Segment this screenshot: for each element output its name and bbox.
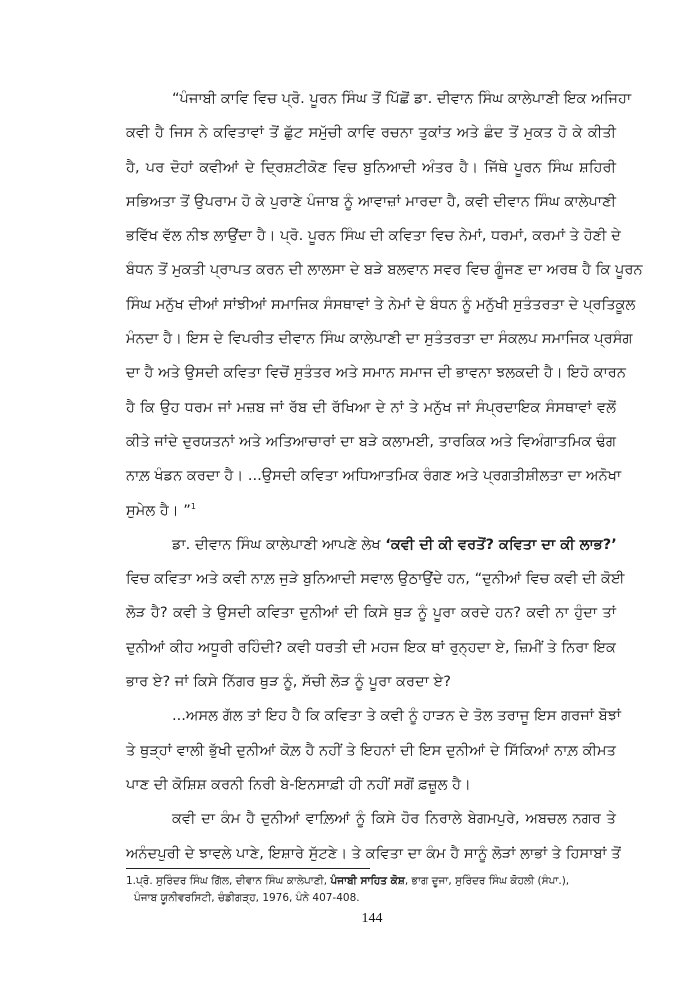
text-line: ਕਵੀ ਹੈ ਜਿਸ ਨੇ ਕਵਿਤਾਵਾਂ ਤੋਂ ਛੁੱਟ ਸਮੁੱਚੀ ਕਾਵਿ ਰਚਨਾ ਤੁਕਾਂਤ ਅਤੇ ਛੰਦ ਤੋਂ ਮੁਕਤ ਹੋ ਕੇ ਕੀਤੀ	[126, 124, 616, 142]
text-line: ਸਿੰਘ ਮਨੁੱਖ ਦੀਆਂ ਸਾਂਝੀਆਂ ਸਮਾਜਿਕ ਸੰਸਥਾਵਾਂ ਤੇ ਨੇਮਾਂ ਦੇ ਬੰਧਨ ਨੂੰ ਮਨੁੱਖੀ ਸੁਤੰਤਰਤਾ ਦੇ ਪ੍ਰਤਿਕੂਲ	[126, 295, 636, 313]
footnote-separator	[126, 868, 370, 869]
text-line: ਵਿਚ ਕਵਿਤਾ ਅਤੇ ਕਵੀ ਨਾਲ਼ ਜੁੜੇ ਬੁਨਿਆਦੀ ਸਵਾਲ ਉਠਾਉਂਦੇ ਹਨ, “ਦੁਨੀਆਂ ਵਿਚ ਕਵੀ ਦੀ ਕੋਈ	[126, 570, 625, 588]
text-line: ਤੇ ਥੁੜ੍ਹਾਂ ਵਾਲੀ ਭੁੱਖੀ ਦੁਨੀਆਂ ਕੋਲ਼ ਹੈ ਨਹੀਂ ਤੇ ਇਹਨਾਂ ਦੀ ਇਸ ਦੁਨੀਆਂ ਦੇ ਸਿੱਕਿਆਂ ਨਾਲ਼ ਕੀਮਤ	[126, 741, 616, 759]
text-line	[126, 528, 616, 562]
footnotes	[126, 873, 616, 907]
text-fragment: ਡਾ. ਦੀਵਾਨ ਸਿੰਘ ਕਾਲੇਪਾਣੀ ਆਪਣੇ ਲੇਖ	[172, 535, 386, 553]
text-line: ਸਭਿਅਤਾ ਤੋਂ ਉਪਰਾਮ ਹੋ ਕੇ ਪੁਰਾਣੇ ਪੰਜਾਬ ਨੂੰ ਆਵਾਜ਼ਾਂ ਮਾਰਦਾ ਹੈ, ਕਵੀ ਦੀਵਾਨ ਸਿੰਘ ਕਾਲੇਪਾਣੀ	[126, 192, 616, 210]
text-line: ਭਾਰ ਏ? ਜਾਂ ਕਿਸੇ ਨਿੱਗਰ ਥੁੜ ਨੂੰ, ਸੱਚੀ ਲੋੜ ਨੂੰ ਪੂਰਾ ਕਰਦਾ ਏ?	[126, 673, 452, 691]
document-body	[126, 82, 643, 871]
page-number: 144	[361, 911, 383, 926]
text-line: ਭਵਿੱਖ ਵੱਲ ਨੀਝ ਲਾਉਂਦਾ ਹੈ। ਪ੍ਰੋ. ਪੂਰਨ ਸਿੰਘ ਦੀ ਕਵਿਤਾ ਵਿਚ ਨੇਮਾਂ, ਧਰਮਾਂ, ਕਰਮਾਂ ਤੇ ਹੋਣੀ ਦੇ	[126, 227, 621, 245]
text-line: ਹੈ ਕਿ ਉਹ ਧਰਮ ਜਾਂ ਮਜ਼ਬ ਜਾਂ ਰੱਬ ਦੀ ਰੱਖਿਆ ਦੇ ਨਾਂ ਤੇ ਮਨੁੱਖ ਜਾਂ ਸੰਪ੍ਰਦਾਇਕ ਸੰਸਥਾਵਾਂ ਵਲੋਂ	[126, 398, 616, 416]
text-line: ਕਵੀ ਦਾ ਕੰਮ ਹੈ ਦੁਨੀਆਂ ਵਾਲ਼ਿਆਂ ਨੂੰ ਕਿਸੇ ਹੋਰ ਨਿਰਾਲੇ ਬੇਗਮਪੁਰੇ, ਅਬਚਲ ਨਗਰ ਤੇ	[172, 810, 616, 828]
text-line: ਅਨੰਦਪੁਰੀ ਦੇ ਝਾਵਲੇ ਪਾਣੇ, ਇਸ਼ਾਰੇ ਸੁੱਟਣੇ। ਤੇ ਕਵਿਤਾ ਦਾ ਕੰਮ ਹੈ ਸਾਨੂੰ ਲੋੜਾਂ ਲਾਭਾਂ ਤੇ ਹਿਸਾਬਾਂ ਤੋਂ	[126, 844, 621, 862]
text-line: ...ਅਸਲ ਗੱਲ ਤਾਂ ਇਹ ਹੈ ਕਿ ਕਵਿਤਾ ਤੇ ਕਵੀ ਨੂੰ ਹਾੜਨ ਦੇ ਤੋਲ ਤਰਾਜੂ ਇਸ ਗਰਜਾਂ ਬੋਝਾਂ	[172, 707, 622, 725]
text-line: ਨਾਲ਼ ਖੰਡਨ ਕਰਦਾ ਹੈ। ...ਉਸਦੀ ਕਵਿਤਾ ਅਧਿਆਤਮਿਕ ਰੰਗਣ ਅਤੇ ਪ੍ਰਗਤੀਸ਼ੀਲਤਾ ਦਾ ਅਨੋਖਾ	[126, 467, 622, 485]
footnote-text: , ਭਾਗ ਦੂਜਾ, ਸੁਰਿੰਦਰ ਸਿੰਘ ਕੋਹਲੀ (ਸੰਪਾ.),	[404, 875, 570, 887]
quote-paragraph	[126, 82, 643, 528]
text-line: ਬੰਧਨ ਤੋਂ ਮੁਕਤੀ ਪ੍ਰਾਪਤ ਕਰਨ ਦੀ ਲਾਲਸਾ ਦੇ ਬੜੇ ਬਲਵਾਨ ਸਵਰ ਵਿਚ ਗੂੰਜਣ ਦਾ ਅਰਥ ਹੈ ਕਿ ਪੂਰਨ	[126, 261, 643, 279]
asal-paragraph	[126, 699, 622, 802]
text-line: ਕੀਤੇ ਜਾਂਦੇ ਦੁਰਯਤਨਾਂ ਅਤੇ ਅਤਿਆਚਾਰਾਂ ਦਾ ਬੜੇ ਕਲਾਮਈ, ਤਾਰਕਿਕ ਅਤੇ ਵਿਅੰਗਾਤਮਿਕ ਢੰਗ	[126, 432, 616, 450]
text-line: ਲੋੜ ਹੈ? ਕਵੀ ਤੇ ਉਸਦੀ ਕਵਿਤਾ ਦੁਨੀਆਂ ਦੀ ਕਿਸੇ ਥੁੜ ਨੂੰ ਪੂਰਾ ਕਰਦੇ ਹਨ? ਕਵੀ ਨਾ ਹੁੰਦਾ ਤਾਂ	[126, 604, 616, 622]
article-title: ‘ਕਵੀ ਦੀ ਕੀ ਵਰਤੋਂ? ਕਵਿਤਾ ਦਾ ਕੀ ਲਾਭ?’	[385, 535, 617, 553]
footnote-book-title: ਪੰਜਾਬੀ ਸਾਹਿਤ ਕੋਸ਼	[330, 875, 405, 887]
text-line: ਪਾਣ ਦੀ ਕੋਸ਼ਿਸ਼ ਕਰਨੀ ਨਿਰੀ ਬੇ-ਇਨਸਾਫ਼ੀ ਹੀ ਨਹੀਂ ਸਗੋਂ ਫ਼ਜ਼ੂਲ ਹੈ।	[126, 775, 471, 793]
text-line: ਦੁਨੀਆਂ ਕੀਹ ਅਧੂਰੀ ਰਹਿੰਦੀ? ਕਵੀ ਧਰਤੀ ਦੀ ਮਹਜ ਇਕ ਥਾਂ ਰੁਨ੍ਹਦਾ ਏ, ਜ਼ਿਮੀਂ ਤੇ ਨਿਰਾ ਇਕ	[126, 638, 616, 656]
footnote-1-continuation: ਪੰਜਾਬ ਯੂਨੀਵਰਸਿਟੀ, ਚੰਡੀਗੜ੍ਹ, 1976, ਪੰਨੇ 407-408.	[134, 892, 360, 904]
footnote-number: 1.	[126, 875, 137, 887]
text-line: ਦਾ ਹੈ ਅਤੇ ਉਸਦੀ ਕਵਿਤਾ ਵਿਚੋਂ ਸੁਤੰਤਰ ਅਤੇ ਸਮਾਨ ਸਮਾਜ ਦੀ ਭਾਵਨਾ ਝਲਕਦੀ ਹੈ। ਇਹੋ ਕਾਰਨ	[126, 364, 626, 382]
footnote-ref[interactable]: 1	[190, 501, 196, 511]
text-fragment: ਸੁਮੇਲ ਹੈ। ”	[126, 501, 191, 519]
text-line: ਹੈ, ਪਰ ਦੋਹਾਂ ਕਵੀਆਂ ਦੇ ਦ੍ਰਿਸ਼ਟੀਕੋਣ ਵਿਚ ਬੁਨਿਆਦੀ ਅੰਤਰ ਹੈ। ਜਿੱਥੇ ਪੂਰਨ ਸਿੰਘ ਸ਼ਹਿਰੀ	[126, 158, 616, 176]
text-line: ਮੰਨਦਾ ਹੈ। ਇਸ ਦੇ ਵਿਪਰੀਤ ਦੀਵਾਨ ਸਿੰਘ ਕਾਲੇਪਾਣੀ ਦਾ ਸੁਤੰਤਰਤਾ ਦਾ ਸੰਕਲਪ ਸਮਾਜਿਕ ਪ੍ਰਸੰਗ	[126, 330, 633, 348]
text-line: “ਪੰਜਾਬੀ ਕਾਵਿ ਵਿਚ ਪ੍ਰੋ. ਪੂਰਨ ਸਿੰਘ ਤੋਂ ਪਿੱਛੋਂ ਡਾ. ਦੀਵਾਨ ਸਿੰਘ ਕਾਲੇਪਾਣੀ ਇਕ ਅਜਿਹਾ	[172, 90, 632, 107]
article-paragraph	[126, 528, 625, 699]
kavi-kamm-paragraph	[126, 802, 621, 871]
footnote-1	[126, 873, 616, 890]
text-line-last	[126, 494, 616, 528]
footnote-text: ਪ੍ਰੋ. ਸੁਰਿੰਦਰ ਸਿੰਘ ਗਿੱਲ, ਦੀਵਾਨ ਸਿੰਘ ਕਾਲੇਪਾਣੀ,	[136, 875, 331, 887]
